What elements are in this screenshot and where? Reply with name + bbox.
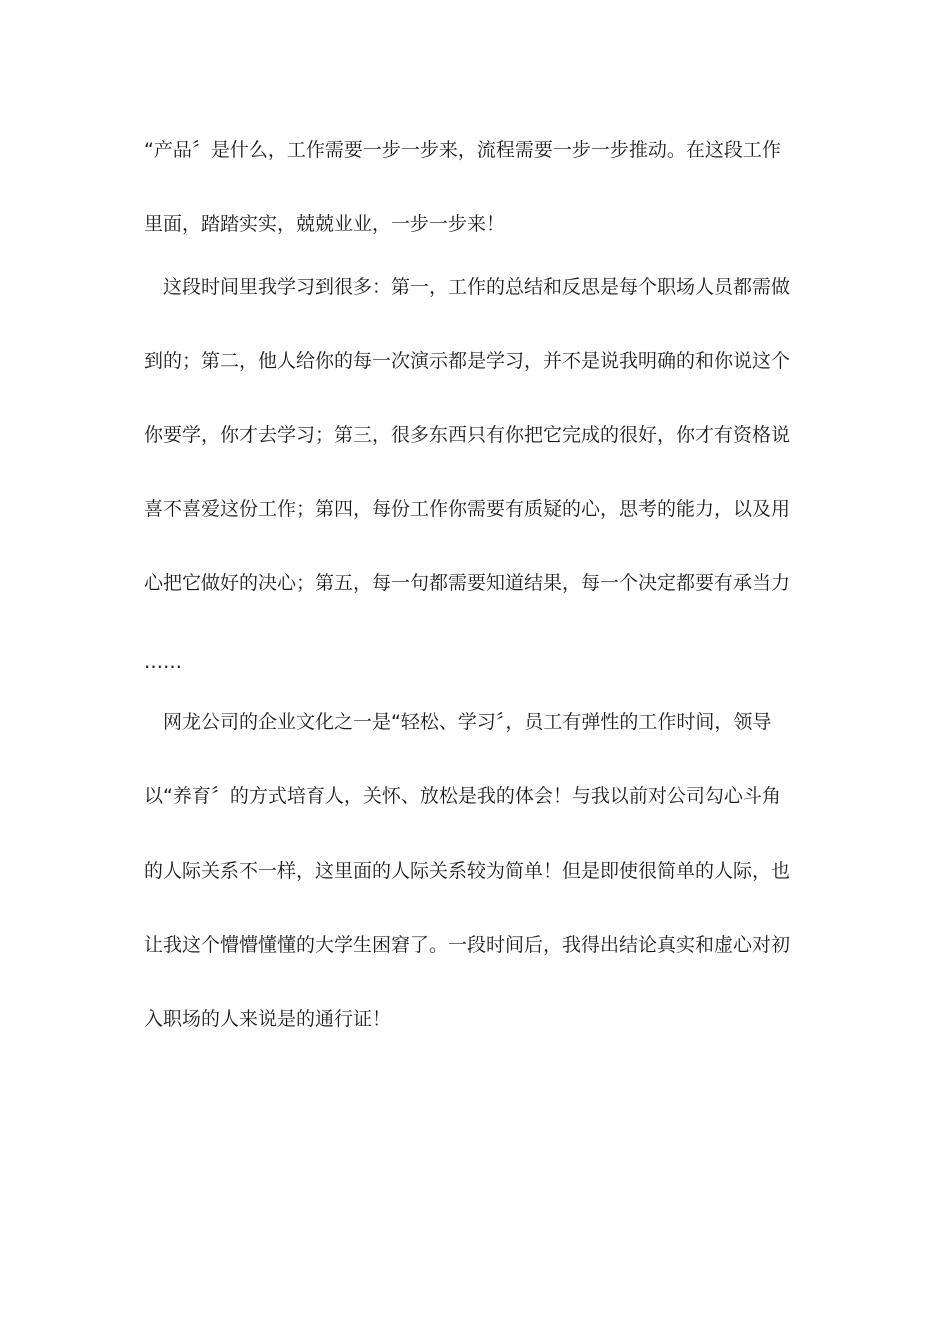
- paragraph-line: 入职场的人来说是的通行证！: [144, 1008, 392, 1030]
- paragraph-line: 这段时间里我学习到很多：第一，工作的总结和反思是每个职场人员都需做: [163, 276, 791, 298]
- paragraph-line: 你要学，你才去学习；第三，很多东西只有你把它完成的很好，你才有资格说: [144, 424, 791, 446]
- paragraph-line: 喜不喜爱这份工作；第四，每份工作你需要有质疑的心，思考的能力，以及用: [144, 498, 791, 520]
- paragraph-line: 的人际关系不一样，这里面的人际关系较为简单！但是即使很简单的人际，也: [144, 860, 791, 882]
- paragraph-line: 以“养育〞的方式培育人，关怀、放松是我的体会！与我以前对公司勾心斗角: [144, 785, 781, 807]
- paragraph-line: 让我这个懵懵懂懂的大学生困窘了。一段时间后，我得出结论真实和虚心对初: [144, 934, 791, 956]
- paragraph-line: 里面，踏踏实实，兢兢业业，一步一步来！: [144, 213, 506, 235]
- paragraph-line: 网龙公司的企业文化之一是“轻松、学习〞，员工有弹性的工作时间，领导: [163, 711, 772, 733]
- ellipsis-line: ……: [144, 651, 182, 673]
- paragraph-line: 到的；第二，他人给你的每一次演示都是学习，并不是说我明确的和你说这个: [144, 350, 791, 372]
- paragraph-line: “产品〞是什么，工作需要一步一步来，流程需要一步一步推动。在这段工作: [144, 139, 781, 161]
- paragraph-line: 心把它做好的决心；第五，每一句都需要知道结果，每一个决定都要有承当力: [144, 572, 791, 594]
